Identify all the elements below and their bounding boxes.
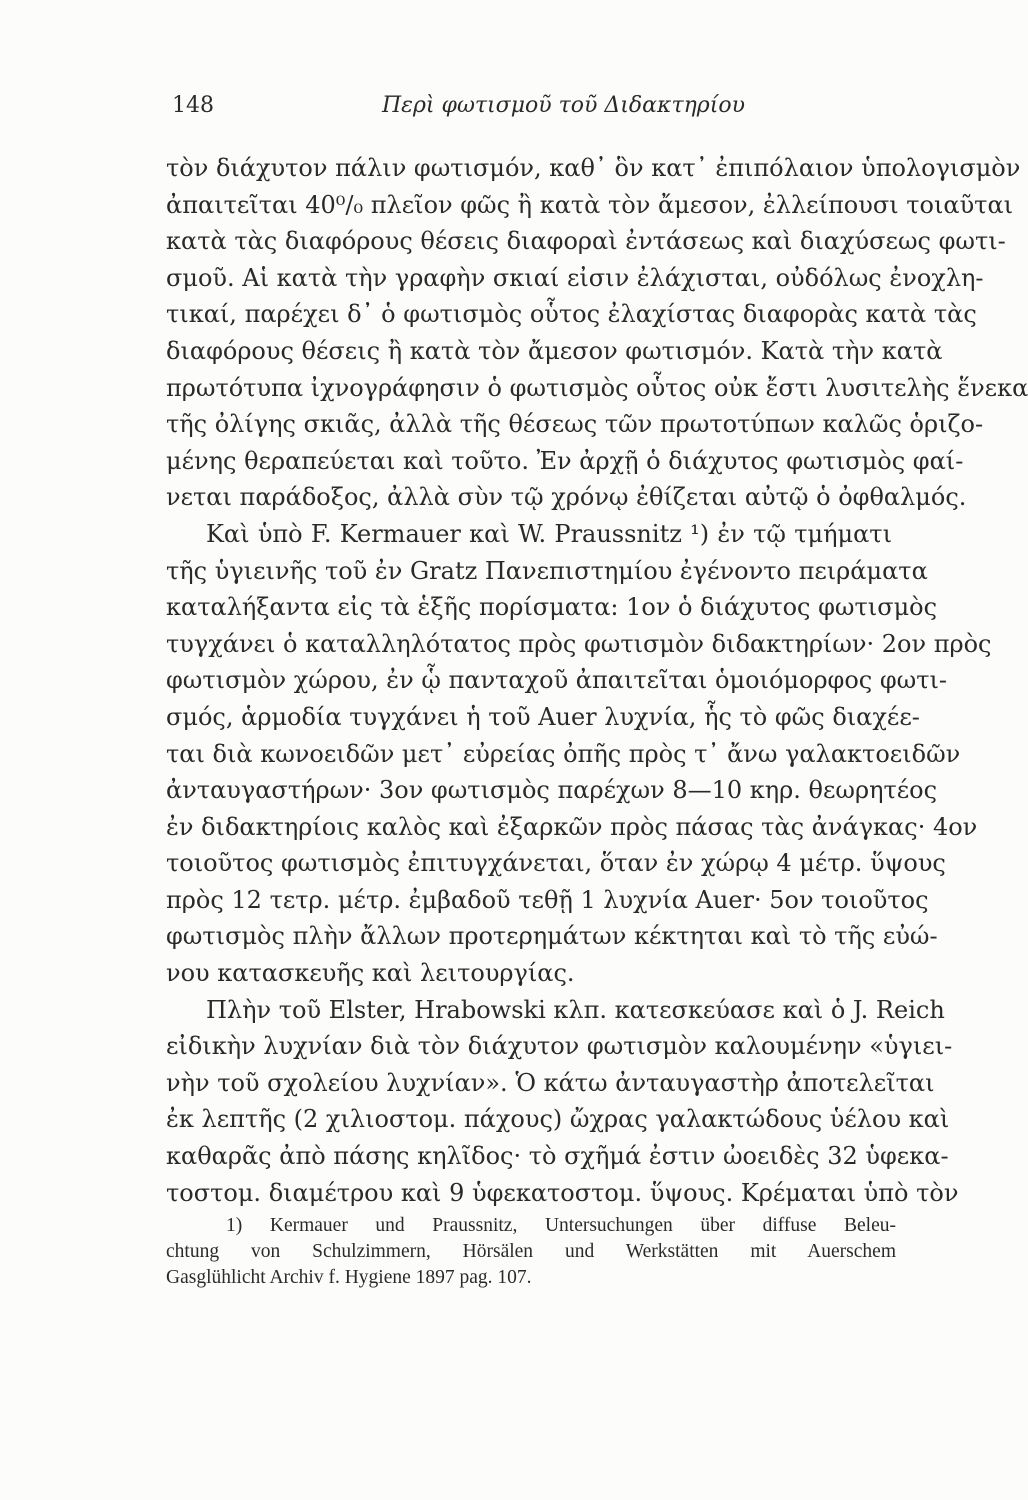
text-line: ἐκ λεπτῆς (2 χιλιοστομ. πάχους) ὤχρας γαλακτώδους ὑέλου καὶ bbox=[166, 1105, 950, 1134]
text-line: πρωτότυπα ἰχνογράφησιν ὁ φωτισμὸς οὗτος οὐκ ἔστι λυσιτελὴς ἕνεκα bbox=[166, 373, 1028, 402]
text-line: τῆς ὑγιεινῆς τοῦ ἐν Gratz Πανεπιστημίου ἐγένοντο πειράματα bbox=[166, 556, 928, 585]
paragraph-start-line: Πλὴν τοῦ Elster, Hrabowski κλπ. κατεσκεύασε καὶ ὁ J. Reich bbox=[206, 995, 945, 1024]
text-line: τοιοῦτος φωτισμὸς ἐπιτυγχάνεται, ὅταν ἐν χώρῳ 4 μέτρ. ὕψους bbox=[166, 849, 946, 878]
text-line: ἀνταυγαστήρων· 3ον φωτισμὸς παρέχων 8—10 κηρ. θεωρητέος bbox=[166, 776, 938, 805]
text-line: εἰδικὴν λυχνίαν διὰ τὸν διάχυτον φωτισμὸν καλουμένην «ὑγιει- bbox=[166, 1032, 953, 1061]
footnote-line: chtung von Schulzimmern, Hörsälen und Werkstätten mit Auerschem bbox=[166, 1241, 896, 1262]
footnote-line: Gasglühlicht Archiv f. Hygiene 1897 pag. 107. bbox=[166, 1267, 532, 1288]
paragraph-end-line: νου κατασκευῆς καὶ λειτουργίας. bbox=[166, 959, 575, 988]
page-header bbox=[172, 93, 892, 123]
text-line: νεται παράδοξος, ἀλλὰ σὺν τῷ χρόνῳ ἐθίζεται αὐτῷ ὁ ὀφθαλμός. bbox=[166, 483, 967, 512]
text-line: φωτισμὸν χώρου, ἐν ᾧ πανταχοῦ ἀπαιτεῖται ὁμοιόμορφος φωτι- bbox=[166, 666, 948, 695]
body-text bbox=[166, 150, 1028, 1211]
text-line: ἐν διδακτηρίοις καλὸς καὶ ἐξαρκῶν πρὸς πάσας τὰς ἀνάγκας· 4ον bbox=[166, 812, 978, 841]
text-line: νὴν τοῦ σχολείου λυχνίαν». Ὁ κάτω ἀνταυγαστὴρ ἀποτελεῖται bbox=[166, 1068, 935, 1097]
text-line: πρὸς 12 τετρ. μέτρ. ἐμβαδοῦ τεθῇ 1 λυχνία Auer· 5ον τοιοῦτος bbox=[166, 885, 929, 914]
footnotes bbox=[166, 1213, 896, 1291]
text-line: τικαί, παρέχει δ᾽ ὁ φωτισμὸς οὗτος ἐλαχίστας διαφορὰς κατὰ τὰς bbox=[166, 300, 977, 329]
text-line: μένης θεραπεύεται καὶ τοῦτο. Ἐν ἀρχῇ ὁ διάχυτος φωτισμὸς φαί- bbox=[166, 446, 964, 475]
footnote-line: 1) Kermauer und Praussnitz, Untersuchungen über diffuse Beleu- bbox=[226, 1215, 896, 1236]
text-line: σμός, ἁρμοδία τυγχάνει ἡ τοῦ Auer λυχνία, ἧς τὸ φῶς διαχέε- bbox=[166, 702, 920, 731]
text-line: διαφόρους θέσεις ἢ κατὰ τὸν ἄμεσον φωτισμόν. Κατὰ τὴν κατὰ bbox=[166, 336, 943, 365]
page-number: 148 bbox=[172, 93, 214, 118]
paragraph-start-line: Καὶ ὑπὸ F. Kermauer καὶ W. Praussnitz ¹) ἐν τῷ τμήματι bbox=[206, 519, 892, 548]
text-line: φωτισμὸς πλὴν ἄλλων προτερημάτων κέκτηται καὶ τὸ τῆς εὐώ- bbox=[166, 922, 938, 951]
text-line: ται διὰ κωνοειδῶν μετ᾽ εὐρείας ὀπῆς πρὸς τ᾽ ἄνω γαλακτοειδῶν bbox=[166, 739, 961, 768]
text-line: ἀπαιτεῖται 40⁰/₀ πλεῖον φῶς ἢ κατὰ τὸν ἄμεσον, ἐλλείπουσι τοιαῦται bbox=[166, 190, 1014, 219]
text-line: τυγχάνει ὁ καταλληλότατος πρὸς φωτισμὸν διδακτηρίων· 2ον πρὸς bbox=[166, 629, 992, 658]
text-line: τὸν διάχυτον πάλιν φωτισμόν, καθ᾽ ὃν κατ᾽ ἐπιπόλαιον ὑπολογισμὸν bbox=[166, 154, 1021, 182]
running-title: Περὶ φωτισμοῦ τοῦ Διδακτηρίου bbox=[382, 93, 745, 118]
text-line: καταλήξαντα εἰς τὰ ἑξῆς πορίσματα: 1ον ὁ διάχυτος φωτισμὸς bbox=[166, 593, 938, 622]
text-line: τοστομ. διαμέτρου καὶ 9 ὑφεκατοστομ. ὕψους. Κρέμαται ὑπὸ τὸν bbox=[166, 1178, 959, 1207]
text-line: τῆς ὀλίγης σκιᾶς, ἀλλὰ τῆς θέσεως τῶν πρωτοτύπων καλῶς ὁριζο- bbox=[166, 410, 984, 439]
text-line: σμοῦ. Αἱ κατὰ τὴν γραφὴν σκιαί εἰσιν ἐλάχισται, οὐδόλως ἐνοχλη- bbox=[166, 263, 984, 292]
text-line: καθαρᾶς ἀπὸ πάσης κηλῖδος· τὸ σχῆμά ἐστιν ὠοειδὲς 32 ὑφεκα- bbox=[166, 1142, 949, 1171]
text-line: κατὰ τὰς διαφόρους θέσεις διαφοραὶ ἐντάσεως καὶ διαχύσεως φωτι- bbox=[166, 227, 1006, 256]
